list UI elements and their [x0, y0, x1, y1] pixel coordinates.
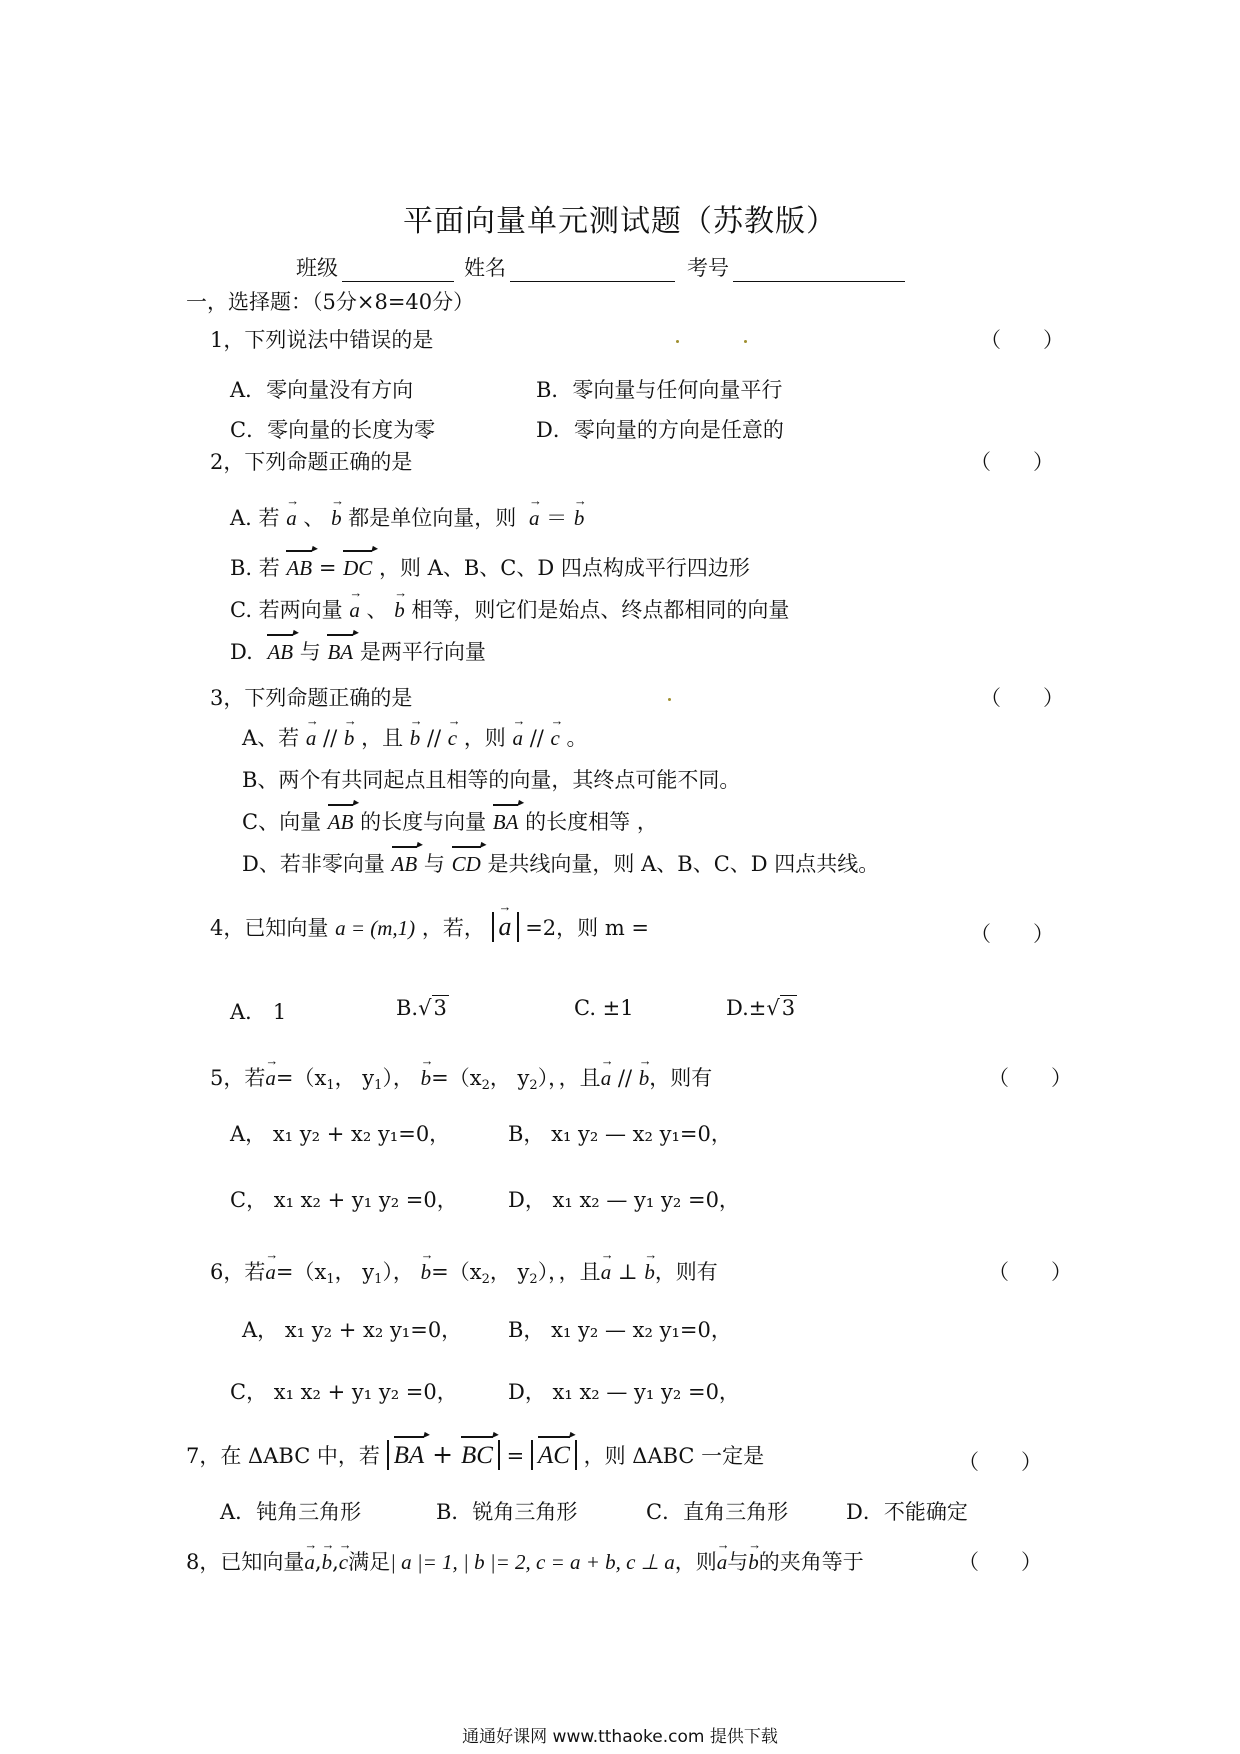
q1-option-c: C．零向量的长度为零	[230, 418, 436, 442]
vector-a: → a	[600, 1247, 614, 1284]
vector-b: → b	[409, 713, 423, 750]
q6-option-c: C， x₁ x₂ + y₁ y₂ =0，	[230, 1380, 458, 1404]
vector-c: → c	[447, 713, 461, 750]
q3-answer-blank[interactable]: （ ）	[980, 686, 1064, 710]
vector-a: → a	[349, 585, 363, 622]
vector-AB: ▸ AB	[392, 852, 418, 877]
footer-source: 通通好课网 www.tthaoke.com 提供下载	[462, 1727, 778, 1747]
vector-a: → a	[528, 493, 542, 530]
vector-definition: a = (m,1)	[335, 916, 416, 940]
q7-answer-blank[interactable]: （ ）	[958, 1450, 1042, 1474]
sqrt: √3	[766, 996, 796, 1020]
q4-answer-blank[interactable]: （ ）	[970, 922, 1054, 946]
q8-answer-blank[interactable]: （ ）	[958, 1550, 1042, 1574]
vector-magnitude: → a	[492, 912, 519, 942]
q3-option-d: D、若非零向量 ▸ AB 与 ▸ CD 是共线向量，则 A、B、C、D 四点共线。	[242, 848, 879, 878]
name-field[interactable]	[510, 259, 675, 282]
exam-no-field[interactable]	[733, 259, 905, 282]
q1-stem: 1，下列说法中错误的是	[210, 328, 434, 352]
q1-option-a: A．零向量没有方向	[230, 378, 414, 402]
vector-a: → a	[600, 1053, 614, 1090]
vector-a: → a	[265, 1053, 279, 1090]
vector-AB: ▸ AB	[328, 810, 354, 835]
q1-option-d: D．零向量的方向是任意的	[536, 418, 784, 442]
q7-stem: 7，在 ΔABC 中，若 ▸ BA + ▸ BC = ▸ AC ，则 ΔABC 一定是	[186, 1440, 764, 1470]
vector-b: → b	[638, 1053, 652, 1090]
vector-magnitude: ▸ AC	[531, 1440, 577, 1470]
vector-a: → a	[286, 493, 300, 530]
vector-b: → b	[420, 1247, 434, 1284]
vector-BA: ▸ BA	[493, 810, 519, 835]
speck	[676, 340, 679, 343]
vector-AB: ▸ AB	[267, 640, 293, 665]
q4-option-a: A． 1	[230, 1000, 287, 1024]
vector-b: → b	[420, 1053, 434, 1090]
q7-option-b: B．锐角三角形	[436, 1500, 578, 1524]
section-title: 一，选择题：（5分×8=40分）	[186, 290, 475, 314]
q7-option-c: C．直角三角形	[646, 1500, 789, 1524]
q5-answer-blank[interactable]: （ ）	[988, 1066, 1072, 1090]
q8-stem: 8，已知向量 → a, → b, → c满足| a |= 1, | b |= 2, c = a + b, c ⊥ a，则 → a与 → b的夹角等于	[186, 1537, 864, 1574]
speck	[668, 698, 671, 701]
vector-a: → a	[512, 713, 526, 750]
q5-option-c: C， x₁ x₂ + y₁ y₂ =0，	[230, 1188, 458, 1212]
q2-stem: 2，下列命题正确的是	[210, 450, 413, 474]
class-label: 班级	[296, 256, 338, 280]
q1-answer-blank[interactable]: （ ）	[980, 328, 1064, 352]
q5-option-b: B， x₁ y₂ — x₂ y₁=0，	[508, 1122, 732, 1146]
q6-option-b: B， x₁ y₂ — x₂ y₁=0，	[508, 1318, 732, 1342]
q2-answer-blank[interactable]: （ ）	[970, 450, 1054, 474]
q7-option-d: D．不能确定	[846, 1500, 968, 1524]
speck	[744, 340, 747, 343]
vector-c: → c	[550, 713, 564, 750]
q3-option-c: C、向量 ▸ AB 的长度与向量 ▸ BA 的长度相等 ，	[242, 806, 658, 836]
vector-sum-magnitude: ▸ BA + ▸ BC	[387, 1440, 500, 1470]
q3-option-a: A、若 → a // → b ，且 → b // → c ，则 → a // → c 。	[242, 713, 588, 750]
page-title: 平面向量单元测试题（苏教版）	[403, 204, 837, 239]
vector-b: → b	[573, 493, 587, 530]
vector-BA: ▸ BA	[327, 640, 353, 665]
q5-option-d: D， x₁ x₂ — y₁ y₂ =0，	[508, 1188, 740, 1212]
q4-option-c: C. ±1	[574, 996, 634, 1020]
sqrt: √3	[418, 996, 447, 1020]
q4-stem: 4，已知向量 a = (m,1) ，若， → a =2，则 m =	[210, 899, 650, 941]
q4-option-d: D.±√3	[726, 996, 796, 1020]
q2-option-d: D. ▸ AB 与 ▸ BA 是两平行向量	[230, 636, 486, 666]
vector-DC: ▸ DC	[343, 556, 372, 581]
q5-stem: 5，若 → $a=(x_1$， $y_1$）， → $b=(x_2$， $y_2$），，且 → a // → b，则有	[210, 1053, 713, 1093]
q3-option-b: B、两个有共同起点且相等的向量，其终点可能不同。	[242, 768, 741, 792]
q6-answer-blank[interactable]: （ ）	[988, 1260, 1072, 1284]
name-label: 姓名	[464, 256, 506, 280]
q2-option-c: C. 若两向量 → a 、 → b 相等，则它们是始点、终点都相同的向量	[230, 585, 790, 622]
q8-condition: | a |= 1, | b |= 2, c = a + b, c ⊥ a	[390, 1550, 675, 1574]
class-field[interactable]	[342, 259, 454, 282]
student-info-row	[296, 252, 915, 282]
q6-option-a: A， x₁ y₂ + x₂ y₁=0，	[242, 1318, 463, 1342]
vector-a: → a	[305, 713, 319, 750]
vector-b: → b	[331, 493, 345, 530]
q3-stem: 3，下列命题正确的是	[210, 686, 413, 710]
q1-option-b: B．零向量与任何向量平行	[536, 378, 783, 402]
q6-option-d: D， x₁ x₂ — y₁ y₂ =0，	[508, 1380, 740, 1404]
vector-b: → b	[343, 713, 357, 750]
vector-a: → a	[265, 1247, 279, 1284]
q2-option-a: A. 若 → a 、 → b 都是单位向量，则 → a ＝ → b	[230, 493, 587, 530]
q2-option-b: B. 若 ▸ AB = ▸ DC ，则 A、B、C、D 四点构成平行四边形	[230, 552, 750, 582]
q6-stem: 6，若 → $a=(x_1$， $y_1$）， → $b=(x_2$， $y_2$），，且 → a ⊥ → b，则有	[210, 1247, 718, 1287]
vector-CD: ▸ CD	[452, 852, 481, 877]
q4-option-b: B.√3	[396, 996, 447, 1020]
q5-option-a: A， x₁ y₂ + x₂ y₁=0，	[230, 1122, 451, 1146]
vector-b: → b	[644, 1247, 658, 1284]
vector-b: → b	[394, 585, 408, 622]
q7-option-a: A．钝角三角形	[220, 1500, 362, 1524]
exam-no-label: 考号	[687, 256, 729, 280]
vector-AB: ▸ AB	[286, 556, 312, 581]
